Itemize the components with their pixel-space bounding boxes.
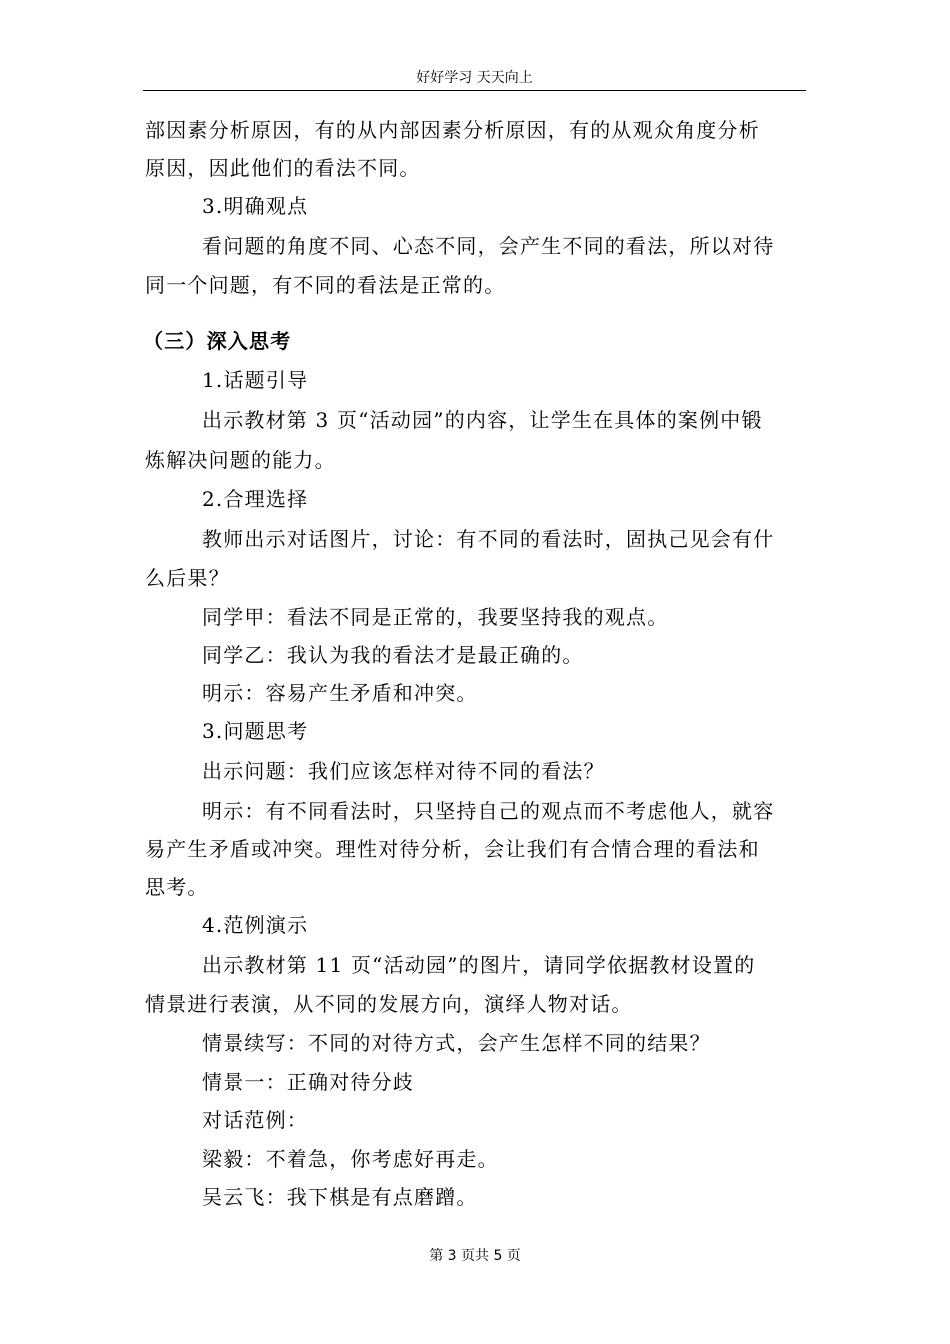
paragraph-line: 易产生矛盾或冲突。理性对待分析，会让我们有合情合理的看法和 — [145, 837, 760, 861]
paragraph-line: 对话范例： — [202, 1108, 308, 1132]
subheading-problem-thinking: 3.问题思考 — [202, 719, 309, 743]
page-footer: 第 3 页共 5 页 — [429, 1248, 521, 1264]
subheading-example-demo: 4.范例演示 — [202, 913, 309, 937]
paragraph-line: 明示：容易产生矛盾和冲突。 — [202, 681, 478, 705]
paragraph-line: 么后果？ — [145, 566, 230, 590]
dialogue-line: 同学甲：看法不同是正常的，我要坚持我的观点。 — [202, 605, 669, 629]
section-heading-deep-thinking: （三）深入思考 — [143, 329, 292, 353]
paragraph-line: 看问题的角度不同、心态不同，会产生不同的看法，所以对待 — [202, 234, 775, 258]
paragraph-line: 原因，因此他们的看法不同。 — [145, 156, 421, 180]
paragraph-line: 情景进行表演，从不同的发展方向，演绎人物对话。 — [145, 992, 633, 1016]
subheading-clarify-viewpoint: 3.明确观点 — [202, 194, 309, 218]
paragraph-line: 情景一：正确对待分歧 — [202, 1070, 414, 1094]
paragraph-line: 出示问题：我们应该怎样对待不同的看法？ — [202, 759, 605, 783]
subheading-topic-guide: 1.话题引导 — [202, 368, 309, 392]
paragraph-line: 出示教材第 3 页“活动园”的内容，让学生在具体的案例中锻 — [202, 408, 763, 432]
subheading-reasonable-choice: 2.合理选择 — [202, 487, 309, 511]
dialogue-line: 同学乙：我认为我的看法才是最正确的。 — [202, 643, 584, 667]
dialogue-line: 梁毅：不着急，你考虑好再走。 — [202, 1147, 499, 1171]
dialogue-line: 吴云飞：我下棋是有点磨蹭。 — [202, 1185, 478, 1209]
paragraph-line: 明示：有不同看法时，只坚持自己的观点而不考虑他人，就容 — [202, 799, 775, 823]
paragraph-line: 同一个问题，有不同的看法是正常的。 — [145, 273, 506, 297]
paragraph-line: 思考。 — [145, 875, 209, 899]
paragraph-line: 部因素分析原因，有的从内部因素分析原因，有的从观众角度分析 — [145, 118, 760, 142]
paragraph-line: 教师出示对话图片，讨论：有不同的看法时，固执己见会有什 — [202, 527, 775, 551]
page-header: 好好学习 天天向上 — [143, 68, 806, 91]
paragraph-line: 情景续写：不同的对待方式，会产生怎样不同的结果？ — [202, 1031, 711, 1055]
paragraph-line: 出示教材第 11 页“活动园”的图片，请同学依据教材设置的 — [202, 953, 756, 977]
paragraph-line: 炼解决问题的能力。 — [145, 448, 336, 472]
